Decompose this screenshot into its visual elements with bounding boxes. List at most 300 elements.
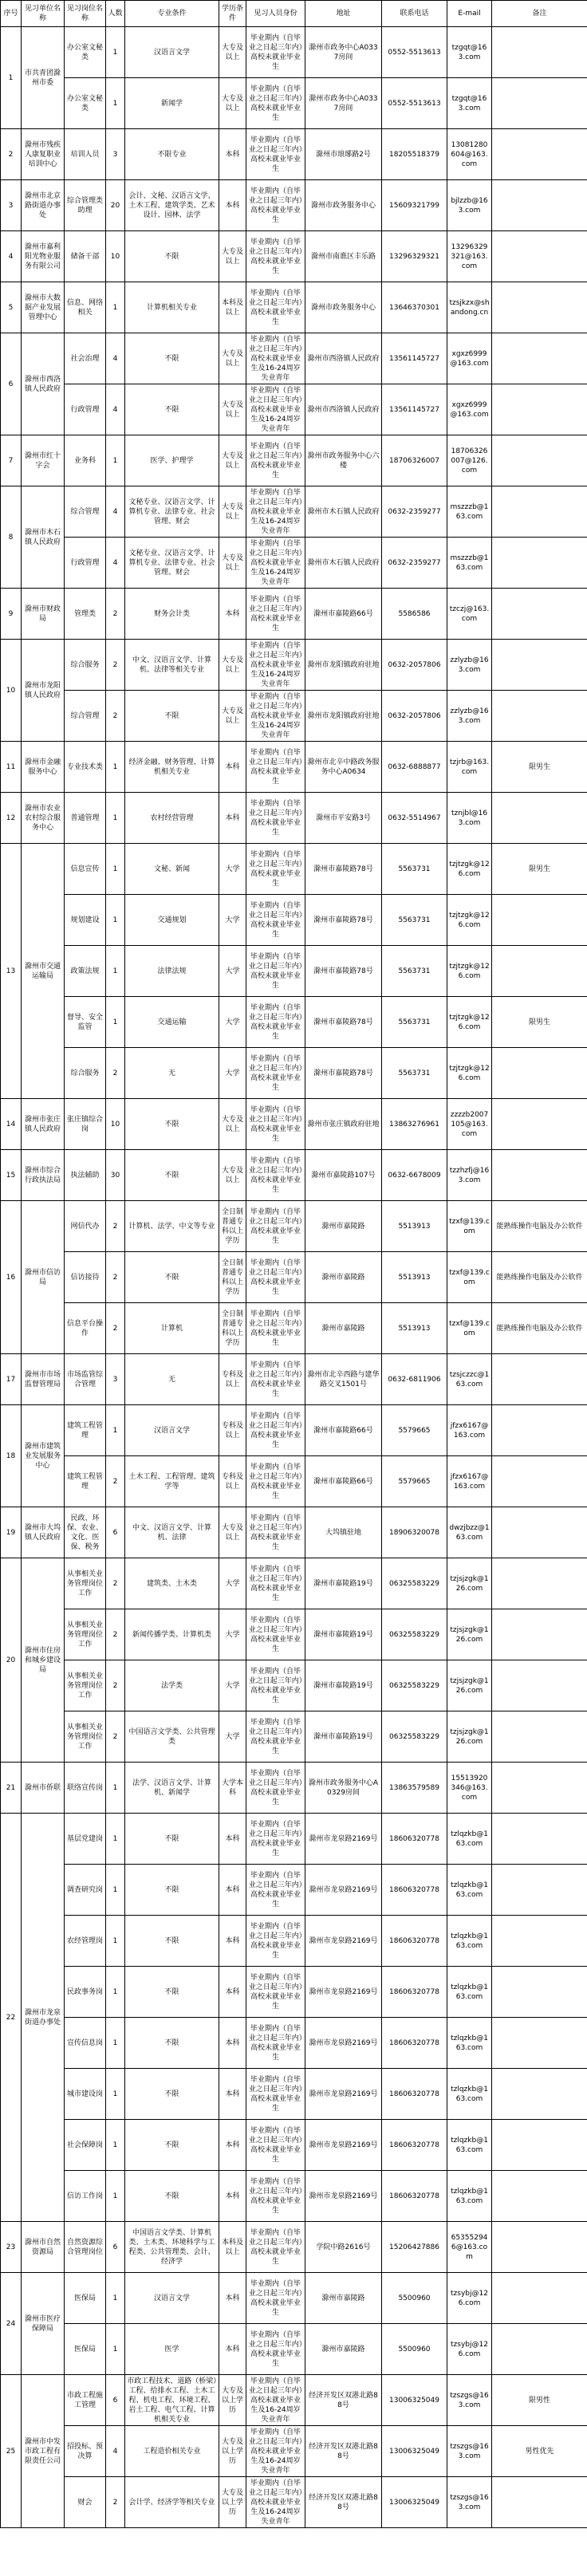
email-cell: zzzzb2007105@163.com (447, 1099, 492, 1150)
address-cell: 滁州市政务服务中心六楼 (305, 435, 382, 486)
email-cell: tzgqt@163.com (447, 27, 492, 78)
table-row (1, 793, 587, 844)
post-cell: 行政管理 (65, 384, 106, 435)
post-cell: 联络宣传岗 (65, 1763, 106, 1814)
phone-cell: 0632-6888877 (382, 742, 447, 793)
note-cell (492, 946, 587, 997)
identity-cell: 毕业期内（自毕业之日起三年内）高校未就业毕业生及16-24周岁失业青年 (246, 2426, 305, 2477)
email-cell: tzxf@139.com (447, 1252, 492, 1303)
post-cell: 综合管理 (65, 486, 106, 538)
email-cell: tzszgs@163.com (447, 2375, 492, 2426)
post-cell: 招投标、预决算 (65, 2426, 106, 2477)
table-row (1, 78, 587, 129)
note-cell (492, 2222, 587, 2273)
table-row (1, 1558, 587, 1609)
address-cell: 滁州市龙阳镇政府驻地 (305, 640, 382, 691)
unit-no-cell: 17 (1, 1354, 22, 1405)
major-cell: 会计、文秘、汉语言文学、土木工程、建筑学类、艺术设计、园林、法学 (125, 180, 219, 231)
address-cell: 滁州市政务中心A0337房间 (305, 78, 382, 129)
note-cell (492, 486, 587, 538)
header-note: 备注 (492, 1, 587, 27)
education-cell: 大专及以上学历 (219, 2426, 246, 2477)
education-cell: 大学 (219, 1048, 246, 1099)
post-cell: 宣传信息岗 (65, 2018, 106, 2069)
identity-cell: 毕业期内（自毕业之日起三年内）高校未就业毕业生 (246, 2324, 305, 2375)
address-cell: 滁州市嘉陵路66号 (305, 1456, 382, 1507)
major-cell: 汉语言文学 (125, 1405, 219, 1456)
phone-cell: 5579665 (382, 1405, 447, 1456)
major-cell: 不限 (125, 1865, 219, 1916)
unit-no-cell: 23 (1, 2222, 22, 2273)
post-cell: 政策法规 (65, 946, 106, 997)
major-cell: 新闻学 (125, 78, 219, 129)
table-row (1, 1405, 587, 1456)
address-cell: 滁州市龙泉路2169号 (305, 2120, 382, 2171)
email-cell: zzlyzb@163.com (447, 691, 492, 742)
education-cell: 大专及以上 (219, 1099, 246, 1150)
email-cell: 18706326007@126.com (447, 435, 492, 486)
post-cell: 财会 (65, 2477, 106, 2528)
education-cell: 大专及以上 (219, 1507, 246, 1558)
table-row (1, 333, 587, 384)
header-identity: 见习人员身份 (246, 1, 305, 27)
major-cell: 不限 (125, 1967, 219, 2018)
table-row (1, 2426, 587, 2477)
major-cell: 不限 (125, 231, 219, 282)
post-cell: 业务科 (65, 435, 106, 486)
address-cell: 滁州市龙泉路2169号 (305, 2018, 382, 2069)
post-cell: 从事相关业务管理岗位工作 (65, 1660, 106, 1711)
note-cell (492, 384, 587, 435)
count-cell: 1 (106, 1967, 125, 2018)
email-cell: zzlyzb@163.com (447, 640, 492, 691)
note-cell (492, 1916, 587, 1967)
note-cell (492, 1763, 587, 1814)
education-cell: 专科及以上 (219, 1405, 246, 1456)
education-cell: 本科 (219, 1865, 246, 1916)
count-cell: 2 (106, 1303, 125, 1354)
major-cell: 经济金融、财务管理、计算机相关专业 (125, 742, 219, 793)
count-cell: 1 (106, 1916, 125, 1967)
unit-no-cell: 15 (1, 1150, 22, 1201)
major-cell: 计算机、法学、中文等专业 (125, 1201, 219, 1252)
unit-no-cell: 5 (1, 282, 22, 333)
education-cell: 本科 (219, 2120, 246, 2171)
phone-cell: 0632-2359277 (382, 538, 447, 589)
count-cell: 1 (106, 1814, 125, 1865)
phone-cell: 0632-6678009 (382, 1150, 447, 1201)
identity-cell: 毕业期内（自毕业之日起三年内）高校未就业毕业生 (246, 2171, 305, 2222)
phone-cell: 0632-6811906 (382, 1354, 447, 1405)
count-cell: 6 (106, 2375, 125, 2426)
note-cell (492, 1354, 587, 1405)
count-cell: 6 (106, 2222, 125, 2273)
major-cell: 建筑类、土木类 (125, 1558, 219, 1609)
phone-cell: 5513913 (382, 1252, 447, 1303)
education-cell: 全日制普通专科以上学历 (219, 1303, 246, 1354)
table-row (1, 1507, 587, 1558)
education-cell: 本科及以上 (219, 2222, 246, 2273)
unit-name-cell: 滁州市信访局 (22, 1201, 65, 1354)
table-row (1, 1303, 587, 1354)
identity-cell: 毕业期内（自毕业之日起三年内）高校未就业毕业生 (246, 1201, 305, 1252)
email-cell: mszzzb@163.com (447, 538, 492, 589)
phone-cell: 5563731 (382, 997, 447, 1048)
note-cell (492, 1967, 587, 2018)
phone-cell: 5563731 (382, 844, 447, 895)
note-cell (492, 180, 587, 231)
unit-no-cell: 7 (1, 435, 22, 486)
table-row (1, 1099, 587, 1150)
education-cell: 专科及以上 (219, 1354, 246, 1405)
unit-no-cell: 14 (1, 1099, 22, 1150)
table-row (1, 844, 587, 895)
address-cell: 滁州市龙泉路2169号 (305, 1916, 382, 1967)
identity-cell: 毕业期内（自毕业之日起三年内）高校未就业毕业生 (246, 2273, 305, 2324)
phone-cell: 5586586 (382, 589, 447, 640)
note-cell (492, 2171, 587, 2222)
identity-cell: 毕业期内（自毕业之日起三年内）高校未就业毕业生 (246, 180, 305, 231)
address-cell: 滁州市嘉陵路78号 (305, 895, 382, 946)
email-cell: tzjtzgk@126.com (447, 1048, 492, 1099)
post-cell: 民政事务岗 (65, 1967, 106, 2018)
identity-cell: 毕业期内（自毕业之日起三年内）高校未就业毕业生及16-24周岁失业青年 (246, 691, 305, 742)
address-cell: 滁州市嘉陵路78号 (305, 997, 382, 1048)
phone-cell: 13006325049 (382, 2426, 447, 2477)
phone-cell: 18906320078 (382, 1507, 447, 1558)
phone-cell: 18706326007 (382, 435, 447, 486)
major-cell: 无 (125, 1354, 219, 1405)
note-cell: 能熟练操作电脑及办公软件 (492, 1303, 587, 1354)
table-row (1, 1814, 587, 1865)
identity-cell: 毕业期内（自毕业之日起三年内）高校未就业毕业生及16-24周岁失业青年 (246, 538, 305, 589)
email-cell: xgxz6999@163.com (447, 384, 492, 435)
email-cell: tzjrb@163.com (447, 742, 492, 793)
education-cell: 本科 (219, 1916, 246, 1967)
unit-no-cell: 1 (1, 27, 22, 129)
table-row (1, 2477, 587, 2528)
unit-name-cell: 滁州市金融服务中心 (22, 742, 65, 793)
phone-cell: 06325583229 (382, 1558, 447, 1609)
education-cell: 大学 (219, 946, 246, 997)
identity-cell: 毕业期内（自毕业之日起三年内）高校未就业毕业生 (246, 2222, 305, 2273)
email-cell: tzlqzkb@163.com (447, 2171, 492, 2222)
identity-cell: 毕业期内（自毕业之日起三年内）高校未就业毕业生 (246, 1405, 305, 1456)
note-cell (492, 282, 587, 333)
email-cell: tzxf@139.com (447, 1303, 492, 1354)
identity-cell: 毕业期内（自毕业之日起三年内）高校未就业毕业生 (246, 1814, 305, 1865)
address-cell: 滁州市嘉陵路66号 (305, 1405, 382, 1456)
note-cell: 限男性 (492, 2375, 587, 2426)
identity-cell: 毕业期内（自毕业之日起三年内）高校未就业毕业生 (246, 1711, 305, 1763)
count-cell: 3 (106, 129, 125, 180)
education-cell: 专科及以上 (219, 1456, 246, 1507)
phone-cell: 15609321799 (382, 180, 447, 231)
identity-cell: 毕业期内（自毕业之日起三年内）高校未就业毕业生 (246, 435, 305, 486)
education-cell: 全日制普通专科以上学历 (219, 1201, 246, 1252)
table-row (1, 742, 587, 793)
count-cell: 1 (106, 946, 125, 997)
count-cell: 1 (106, 1763, 125, 1814)
post-cell: 建筑工程管理 (65, 1456, 106, 1507)
post-cell: 市政工程施工管理 (65, 2375, 106, 2426)
note-cell (492, 27, 587, 78)
unit-name-cell: 滁州市西洛镇人民政府 (22, 333, 65, 435)
note-cell (492, 129, 587, 180)
table-row (1, 1967, 587, 2018)
major-cell: 不限 (125, 1252, 219, 1303)
header-count: 人数 (106, 1, 125, 27)
count-cell: 6 (106, 1507, 125, 1558)
identity-cell: 毕业期内（自毕业之日起三年内）高校未就业毕业生 (246, 1303, 305, 1354)
phone-cell: 18205518379 (382, 129, 447, 180)
table-row (1, 1916, 587, 1967)
header-major: 专业条件 (125, 1, 219, 27)
post-cell: 办公室文秘类 (65, 78, 106, 129)
email-cell: tzsybj@126.com (447, 2273, 492, 2324)
unit-name-cell: 滁州市龙泉街道办事处 (22, 1814, 65, 2222)
unit-no-cell: 9 (1, 589, 22, 640)
identity-cell: 毕业期内（自毕业之日起三年内）高校未就业毕业生 (246, 1865, 305, 1916)
phone-cell: 06325583229 (382, 1660, 447, 1711)
note-cell (492, 589, 587, 640)
identity-cell: 毕业期内（自毕业之日起三年内）高校未就业毕业生 (246, 1354, 305, 1405)
identity-cell: 毕业期内（自毕业之日起三年内）高校未就业毕业生 (246, 27, 305, 78)
education-cell: 本科 (219, 793, 246, 844)
note-cell (492, 1099, 587, 1150)
count-cell: 2 (106, 1711, 125, 1763)
education-cell: 大学 (219, 997, 246, 1048)
count-cell: 2 (106, 1252, 125, 1303)
table-row (1, 1456, 587, 1507)
unit-no-cell: 21 (1, 1763, 22, 1814)
email-cell: bjlzzb@163.com (447, 180, 492, 231)
table-row (1, 895, 587, 946)
table-row (1, 997, 587, 1048)
email-cell: tzzhzfj@163.com (447, 1150, 492, 1201)
email-cell: tzgqt@163.com (447, 78, 492, 129)
identity-cell: 毕业期内（自毕业之日起三年内）高校未就业毕业生 (246, 589, 305, 640)
count-cell: 1 (106, 78, 125, 129)
email-cell: tzlqzkb@163.com (447, 1865, 492, 1916)
identity-cell: 毕业期内（自毕业之日起三年内）高校未就业毕业生及16-24周岁失业青年 (246, 333, 305, 384)
phone-cell: 18606320778 (382, 2120, 447, 2171)
identity-cell: 毕业期内（自毕业之日起三年内）高校未就业毕业生 (246, 1252, 305, 1303)
count-cell: 2 (106, 1609, 125, 1660)
address-cell: 滁州市木石镇人民政府 (305, 486, 382, 538)
email-cell: tzlqzkb@163.com (447, 1814, 492, 1865)
table-row (1, 2069, 587, 2120)
major-cell: 文秘专业、汉语言文学、计算机专业、法律专业、社会管理、财会 (125, 538, 219, 589)
table-row (1, 2273, 587, 2324)
table-row (1, 1150, 587, 1201)
address-cell: 滁州市张庄镇政府驻地 (305, 1099, 382, 1150)
phone-cell: 5513913 (382, 1303, 447, 1354)
table-row (1, 1763, 587, 1814)
major-cell: 不限 (125, 691, 219, 742)
note-cell (492, 1405, 587, 1456)
address-cell: 滁州市北辛中路政务服务中心A0634 (305, 742, 382, 793)
table-row (1, 1354, 587, 1405)
identity-cell: 毕业期内（自毕业之日起三年内）高校未就业毕业生及16-24周岁失业青年 (246, 486, 305, 538)
note-cell (492, 1865, 587, 1916)
post-cell: 执法辅助 (65, 1150, 106, 1201)
unit-no-cell: 8 (1, 486, 22, 589)
unit-name-cell: 滁州市医疗保障局 (22, 2273, 65, 2375)
note-cell: 能熟练操作电脑及办公软件 (492, 1252, 587, 1303)
education-cell: 本科 (219, 2018, 246, 2069)
count-cell: 1 (106, 2324, 125, 2375)
unit-name-cell: 滁州市大坞镇人民政府 (22, 1507, 65, 1558)
major-cell: 汉语言文学 (125, 27, 219, 78)
count-cell: 1 (106, 2273, 125, 2324)
education-cell: 大学 (219, 895, 246, 946)
education-cell: 大专及以上 (219, 691, 246, 742)
education-cell: 大专及以上 (219, 1150, 246, 1201)
major-cell: 不限 (125, 2120, 219, 2171)
education-cell: 本科 (219, 742, 246, 793)
email-cell: 15513920346@163.com (447, 1763, 492, 1814)
phone-cell: 18606320778 (382, 1916, 447, 1967)
identity-cell: 毕业期内（自毕业之日起三年内）高校未就业毕业生 (246, 1507, 305, 1558)
count-cell: 4 (106, 2426, 125, 2477)
table-row (1, 1865, 587, 1916)
post-cell: 综合服务 (65, 1048, 106, 1099)
major-cell: 不限 (125, 384, 219, 435)
phone-cell: 18606320778 (382, 1967, 447, 2018)
major-cell: 市政工程技术、道路（桥梁）工程、给排水工程、土木工程、机电工程、环境工程、岩土工程、电气工程、计算机相关专业 (125, 2375, 219, 2426)
phone-cell: 13296329321 (382, 231, 447, 282)
post-cell: 自然资源综合管理岗位 (65, 2222, 106, 2273)
count-cell: 4 (106, 486, 125, 538)
identity-cell: 毕业期内（自毕业之日起三年内）高校未就业毕业生 (246, 282, 305, 333)
email-cell: tznjbl@163.com (447, 793, 492, 844)
note-cell (492, 1048, 587, 1099)
header-email: E-mail (447, 1, 492, 27)
post-cell: 督导、安全监管 (65, 997, 106, 1048)
identity-cell: 毕业期内（自毕业之日起三年内）高校未就业毕业生 (246, 844, 305, 895)
post-cell: 综合管理类助理 (65, 180, 106, 231)
phone-cell: 13006325049 (382, 2477, 447, 2528)
post-cell: 基层党建岗 (65, 1814, 106, 1865)
major-cell: 不限 (125, 1150, 219, 1201)
table-row (1, 2375, 587, 2426)
count-cell: 1 (106, 895, 125, 946)
count-cell: 4 (106, 333, 125, 384)
major-cell: 交通规划 (125, 895, 219, 946)
post-cell: 民政、环保、农业、文化、医保、税务 (65, 1507, 106, 1558)
note-cell: 限男生 (492, 844, 587, 895)
note-cell (492, 1456, 587, 1507)
email-cell: xgxz6999@163.com (447, 333, 492, 384)
post-cell: 调查研究岗 (65, 1865, 106, 1916)
note-cell (492, 435, 587, 486)
unit-no-cell: 24 (1, 2273, 22, 2375)
phone-cell: 13006325049 (382, 2375, 447, 2426)
count-cell: 1 (106, 742, 125, 793)
email-cell: tzjtzgk@126.com (447, 997, 492, 1048)
count-cell: 1 (106, 2018, 125, 2069)
post-cell: 从事相关业务管理岗位工作 (65, 1711, 106, 1763)
count-cell: 30 (106, 1150, 125, 1201)
identity-cell: 毕业期内（自毕业之日起三年内）高校未就业毕业生 (246, 1048, 305, 1099)
count-cell: 4 (106, 384, 125, 435)
count-cell: 2 (106, 1660, 125, 1711)
email-cell: tzszgs@163.com (447, 2426, 492, 2477)
note-cell (492, 1711, 587, 1763)
address-cell: 滁州市嘉陵路19号 (305, 1711, 382, 1763)
count-cell: 1 (106, 1865, 125, 1916)
note-cell (492, 1507, 587, 1558)
count-cell: 1 (106, 2120, 125, 2171)
major-cell: 中国语言文学类、公共管理类 (125, 1711, 219, 1763)
post-cell: 信息平台操作 (65, 1303, 106, 1354)
major-cell: 不限 (125, 1814, 219, 1865)
table-row (1, 589, 587, 640)
phone-cell: 0552-5513613 (382, 27, 447, 78)
table-row (1, 2018, 587, 2069)
count-cell: 1 (106, 282, 125, 333)
table-row (1, 384, 587, 435)
table-row (1, 1201, 587, 1252)
address-cell: 滁州市嘉陵路 (305, 1252, 382, 1303)
education-cell: 本科 (219, 2171, 246, 2222)
unit-name-cell: 滁州市住房和城乡建设局 (22, 1558, 65, 1763)
identity-cell: 毕业期内（自毕业之日起三年内）高校未就业毕业生及16-24周岁失业青年 (246, 384, 305, 435)
phone-cell: 0632-2057806 (382, 691, 447, 742)
header-unit: 见习单位名称 (22, 1, 65, 27)
identity-cell: 毕业期内（自毕业之日起三年内）高校未就业毕业生 (246, 231, 305, 282)
identity-cell: 毕业期内（自毕业之日起三年内）高校未就业毕业生 (246, 78, 305, 129)
address-cell: 滁州市嘉陵路 (305, 2273, 382, 2324)
unit-no-cell: 11 (1, 742, 22, 793)
address-cell: 滁州市嘉陵路 (305, 1303, 382, 1354)
email-cell: tzjsjzgk@126.com (447, 1660, 492, 1711)
address-cell: 滁州市嘉陵路 (305, 2324, 382, 2375)
major-cell: 土木工程、工程管理、建筑学等 (125, 1456, 219, 1507)
address-cell: 滁州市北辛西路与建华路交叉1501号 (305, 1354, 382, 1405)
post-cell: 培训人员 (65, 129, 106, 180)
email-cell: tzjsjzgk@126.com (447, 1711, 492, 1763)
email-cell: tzlqzkb@163.com (447, 1967, 492, 2018)
unit-name-cell: 滁州市中发市政工程有限责任公司 (22, 2375, 65, 2528)
phone-cell: 18606320778 (382, 2018, 447, 2069)
address-cell: 滁州市政务中心A0337房间 (305, 27, 382, 78)
address-cell: 大坞镇驻地 (305, 1507, 382, 1558)
education-cell: 本科 (219, 1967, 246, 2018)
post-cell: 信访接待 (65, 1252, 106, 1303)
phone-cell: 15206427886 (382, 2222, 447, 2273)
major-cell: 不限 (125, 1916, 219, 1967)
major-cell: 工程造价相关专业 (125, 2426, 219, 2477)
note-cell (492, 78, 587, 129)
phone-cell: 5563731 (382, 895, 447, 946)
header-address: 地址 (305, 1, 382, 27)
email-cell: tzjtzgk@126.com (447, 844, 492, 895)
note-cell (492, 2324, 587, 2375)
note-cell (492, 2069, 587, 2120)
education-cell: 大专及以上 (219, 384, 246, 435)
table-row (1, 946, 587, 997)
table-row (1, 691, 587, 742)
unit-name-cell: 滁州市红十字会 (22, 435, 65, 486)
phone-cell: 5563731 (382, 1048, 447, 1099)
unit-name-cell: 滁州市嘉利阳光物业服务有限公司 (22, 231, 65, 282)
education-cell: 大学 (219, 1558, 246, 1609)
post-cell: 建筑工程管理 (65, 1405, 106, 1456)
email-cell: tzczj@163.com (447, 589, 492, 640)
major-cell: 不限 (125, 333, 219, 384)
